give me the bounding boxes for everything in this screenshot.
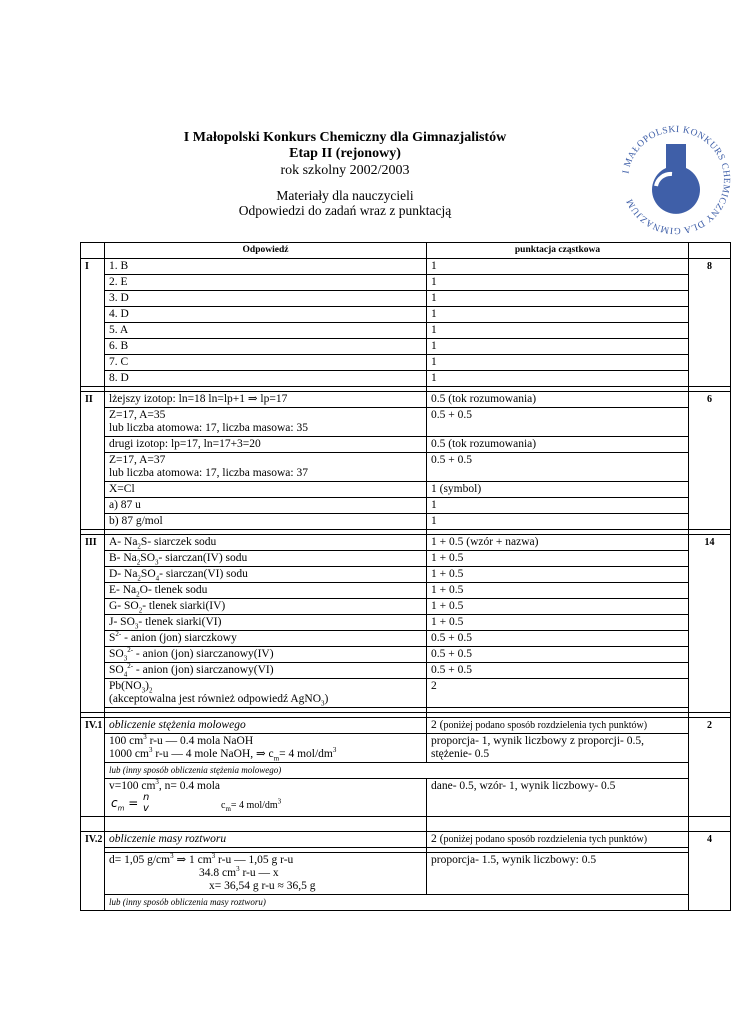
table-row <box>81 679 731 708</box>
table-row <box>81 551 731 567</box>
table-row <box>81 392 731 408</box>
table-row <box>81 437 731 453</box>
answer-cell: 7. C <box>105 355 427 371</box>
section-number: II <box>81 392 105 530</box>
points-cell: 1 + 0.5 (wzór + nazwa) <box>427 535 689 551</box>
alternative-method-note: lub (inny sposób obliczenia stężenia molowego) <box>105 763 689 779</box>
answer-cell: 5. A <box>105 323 427 339</box>
answer-cell: Z=17, A=35 lub liczba atomowa: 17, liczba masowa: 35 <box>105 408 427 437</box>
answer-cell: $Pb(NO_3)_2$ (akceptowalna jest również odpowiedź AgNO$_3$) <box>105 679 427 708</box>
table-row <box>81 853 731 895</box>
answer-cell: 100 $cm^3$ r-u — 0.4 mola NaOH 1000 $cm^3$ r-u — 4 mole NaOH, ⇒ $c_m= 4$ mol/$dm^3$ <box>105 734 427 763</box>
section-total: 6 <box>689 392 731 530</box>
answer-cell: $S^{2-}$ - anion (jon) siarczkowy <box>105 631 427 647</box>
table-row <box>81 355 731 371</box>
points-cell: dane- 0.5, wzór- 1, wynik liczbowy- 0.5 <box>427 779 689 817</box>
points-cell: 1 + 0.5 <box>427 615 689 631</box>
table-row <box>81 663 731 679</box>
competition-title: I Małopolski Konkurs Chemiczny dla Gimnazjalistów <box>183 130 507 145</box>
table-row <box>81 371 731 387</box>
answer-cell: J- $SO_3-$ tlenek siarki(VI) <box>105 615 427 631</box>
points-cell: proporcja- 1.5, wynik liczbowy: 0.5 <box>427 853 689 895</box>
points-cell: 1 <box>427 275 689 291</box>
section-total: 8 <box>689 259 731 387</box>
answer-cell: 8. D <box>105 371 427 387</box>
answer-cell: 3. D <box>105 291 427 307</box>
table-row <box>81 763 731 779</box>
points-cell: 1 <box>427 514 689 530</box>
answers-subtitle: Odpowiedzi do zadań wraz z punktacją <box>238 203 452 218</box>
table-row <box>81 599 731 615</box>
table-row <box>81 339 731 355</box>
stage-title: Etap II (rejonowy) <box>289 146 401 161</box>
points-cell: 1 + 0.5 <box>427 567 689 583</box>
answer-cell: X=Cl <box>105 482 427 498</box>
points-cell: 1 <box>427 355 689 371</box>
section-number: I <box>81 259 105 387</box>
section-number: IV.1 <box>81 718 105 817</box>
answer-cell: B- $Na_2SO_3-$ siarczan(IV) sodu <box>105 551 427 567</box>
points-cell: 1 <box>427 339 689 355</box>
points-cell: 1 <box>427 498 689 514</box>
table-row <box>81 291 731 307</box>
table-row <box>81 275 731 291</box>
points-cell: 0.5 + 0.5 <box>427 631 689 647</box>
points-cell: 0.5 + 0.5 <box>427 663 689 679</box>
points-cell: 1 <box>427 371 689 387</box>
table-row <box>81 647 731 663</box>
table-row <box>81 498 731 514</box>
materials-subtitle: Materiały dla nauczycieli <box>276 188 414 203</box>
table-row <box>81 323 731 339</box>
points-cell: 0.5 (tok rozumowania) <box>427 392 689 408</box>
table-row <box>81 734 731 763</box>
table-row <box>81 779 731 817</box>
answer-cell: 4. D <box>105 307 427 323</box>
table-row <box>81 514 731 530</box>
points-cell: 0.5 + 0.5 <box>427 453 689 482</box>
answer-cell: D- $Na_2SO_4-$ siarczan(VI) sodu <box>105 567 427 583</box>
points-cell: 2 (poniżej podano sposób rozdzielenia tych punktów) <box>427 832 689 848</box>
points-cell: 1 <box>427 259 689 275</box>
table-row <box>81 631 731 647</box>
alternative-method-note: lub (inny sposób obliczenia masy roztworu) <box>105 895 689 911</box>
section-total: 4 <box>689 832 731 911</box>
molarity-formula: $c_m$ = <box>111 796 139 813</box>
points-cell: 0.5 + 0.5 <box>427 408 689 437</box>
answer-cell: drugi izotop: lp=17, ln=17+3=20 <box>105 437 427 453</box>
table-row <box>81 307 731 323</box>
section-spacer <box>81 817 731 832</box>
answers-table <box>80 242 731 911</box>
logo-text: I MAŁOPOLSKI KONKURS CHEMICZNY DLA GIMNAZJUM <box>621 124 732 236</box>
section-total: 2 <box>689 718 731 817</box>
section-number: III <box>81 535 105 713</box>
points-cell: 1 (symbol) <box>427 482 689 498</box>
school-year: rok szkolny 2002/2003 <box>280 163 410 178</box>
table-header <box>81 243 731 259</box>
points-cell: 1 + 0.5 <box>427 551 689 567</box>
points-cell: 1 <box>427 323 689 339</box>
table-row <box>81 567 731 583</box>
table-row <box>81 615 731 631</box>
competition-logo <box>612 116 740 244</box>
points-cell: 1 <box>427 291 689 307</box>
answer-cell: 2. E <box>105 275 427 291</box>
table-row <box>81 583 731 599</box>
points-cell: 0.5 + 0.5 <box>427 647 689 663</box>
answer-cell: A- $Na_2S-$ siarczek sodu <box>105 535 427 551</box>
answer-cell: G- $SO_2-$ tlenek siarki(IV) <box>105 599 427 615</box>
table-row <box>81 718 731 734</box>
answer-cell: E- $Na_2O-$ tlenek sodu <box>105 583 427 599</box>
answer-cell: d= 1,05 $g/cm^3$ ⇒ 1 $cm^3$ r-u — 1,05 g r-u 34.8 $cm^3$ r-u — x x= 36,54 g r-u ≈ 36,5 g <box>105 853 427 895</box>
answer-cell: v=100 $cm^3$, n= 0.4 mola $c_m$ = n v $c_m= 4$ mol/$dm^3$ <box>105 779 427 817</box>
points-cell: 0.5 (tok rozumowania) <box>427 437 689 453</box>
points-cell: 1 <box>427 307 689 323</box>
task-title: obliczenie masy roztworu <box>105 832 427 848</box>
answer-cell: 6. B <box>105 339 427 355</box>
points-cell: 1 + 0.5 <box>427 583 689 599</box>
answer-cell: b) 87 g/mol <box>105 514 427 530</box>
answer-cell: a) 87 u <box>105 498 427 514</box>
points-cell: proporcja- 1, wynik liczbowy z proporcji- 0.5, stężenie- 0.5 <box>427 734 689 763</box>
table-row <box>81 259 731 275</box>
answer-cell: $SO_3^{2-}$ - anion (jon) siarczanowy(IV) <box>105 647 427 663</box>
table-row <box>81 482 731 498</box>
table-row <box>81 895 731 911</box>
points-cell: 2 (poniżej podano sposób rozdzielenia tych punktów) <box>427 718 689 734</box>
section-number: IV.2 <box>81 832 105 911</box>
points-cell: 2 <box>427 679 689 708</box>
answer-cell: lżejszy izotop: ln=18 ln=lp+1 ⇒ lp=17 <box>105 392 427 408</box>
table-row <box>81 408 731 437</box>
answer-cell: $SO_4^{2-}$ - anion (jon) siarczanowy(VI) <box>105 663 427 679</box>
answer-cell: 1. B <box>105 259 427 275</box>
section-total: 14 <box>689 535 731 713</box>
header-answer: Odpowiedź <box>105 243 427 259</box>
task-title: obliczenie stężenia molowego <box>105 718 427 734</box>
table-row <box>81 832 731 848</box>
points-cell: 1 + 0.5 <box>427 599 689 615</box>
header-points: punktacja cząstkowa <box>427 243 689 259</box>
table-row <box>81 453 731 482</box>
answer-cell: Z=17, A=37 lub liczba atomowa: 17, liczba masowa: 37 <box>105 453 427 482</box>
table-row <box>81 535 731 551</box>
